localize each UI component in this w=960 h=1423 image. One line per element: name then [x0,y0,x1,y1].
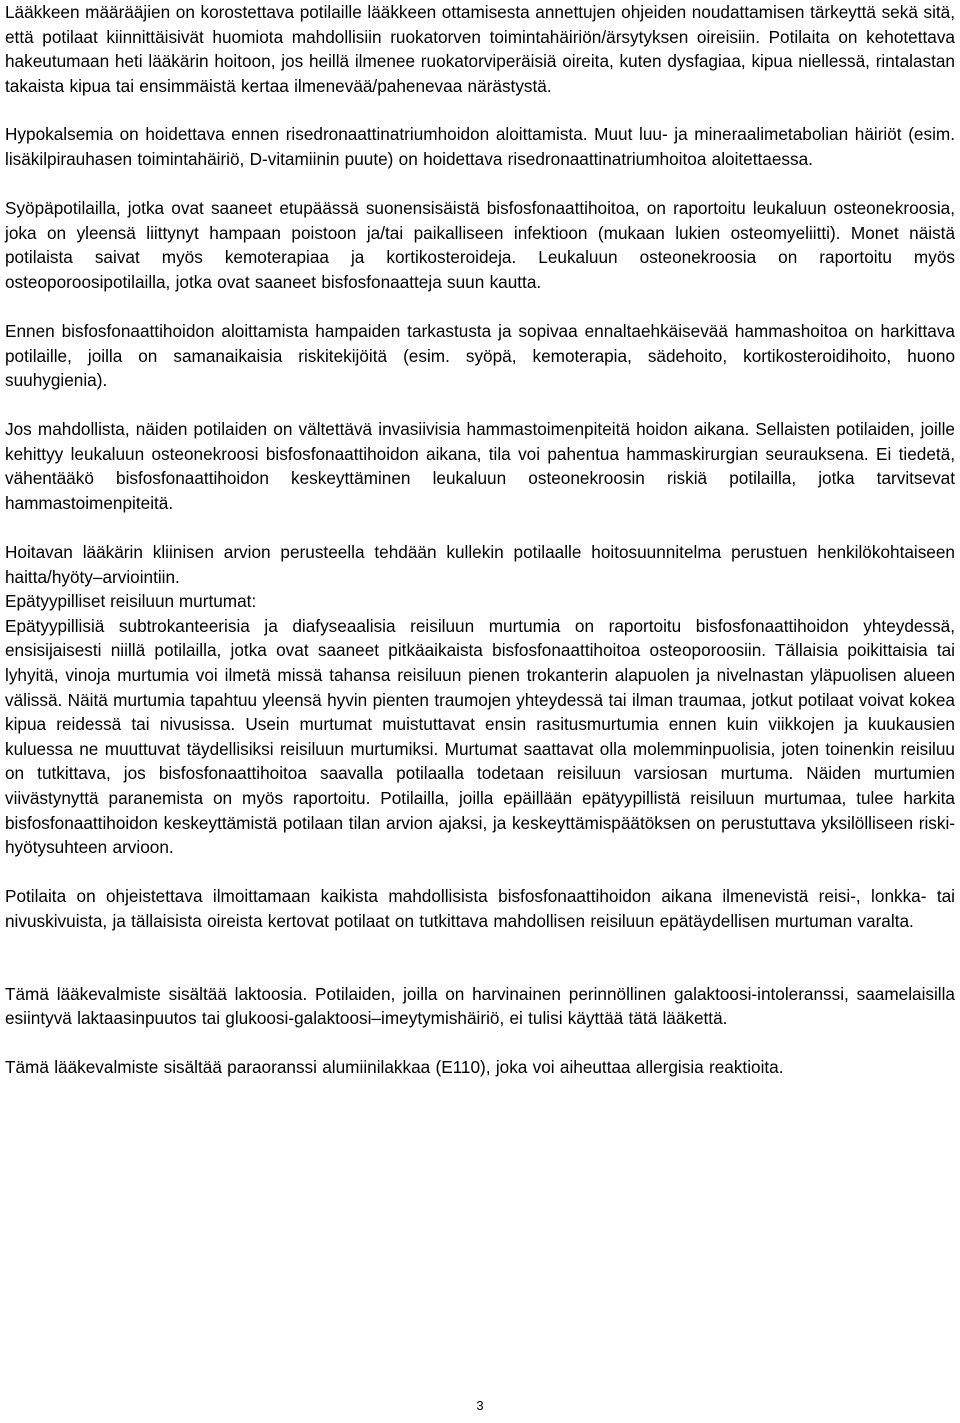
paragraph-osteonecrosis: Syöpäpotilailla, jotka ovat saaneet etupäässä suonensisäistä bisfosfonaattihoitoa, on raportoitu leukaluun osteonekroosia, joka on yleensä liittynyt hampaan poistoon ja/tai paikalliseen infektioon (mukaan lukien osteomyeliitti). Monet näistä potilaista saivat myös kemoterapiaa ja kortikosteroideja. Leukaluun osteonekroosia on raportoitu myös osteoporoosipotilailla, jotka ovat saaneet bisfosfonaatteja suun kautta. [5,198,955,292]
paragraph-treatment-plan: Hoitavan lääkärin kliinisen arvion perusteella tehdään kullekin potilaalle hoitosuunnitelma perustuen henkilökohtaiseen haitta/hyöty–arviointiin. [5,542,955,587]
paragraph-lactose: Tämä lääkevalmiste sisältää laktoosia. Potilaiden, joilla on harvinainen perinnöllinen galaktoosi-intoleranssi, saamelaisilla esiintyvä laktaasinpuutos tai glukoosi-galaktoosi–imeytymishäiriö, ei tulisi käyttää tätä lääkettä. [5,983,955,1029]
paragraph-aluminium-lake: Tämä lääkevalmiste sisältää paraoranssi alumiinilakkaa (E110), joka voi aiheuttaa allergisia reaktioita. [5,1057,784,1078]
paragraph-patient-advice: Potilaita on ohjeistettava ilmoittamaan kaikista mahdollisista bisfosfonaattihoidon aikana ilmenevistä reisi-, lonkka- tai nivuskivuista, ja tällaisista oireista kertovat potilaat on tutkittava mahdollisen reisiluun epätäydellisen murtuman varalta. [5,886,955,931]
paragraph-esophageal-warning: Lääkkeen määrääjien on korostettava potilaille lääkkeen ottamisesta annettujen ohjeiden noudattamisen tärkeyttä sekä sitä, että potilaat kiinnittäisivät huomiota mahdollisiin ruokatorven toimintahäiriön/ärsytyksen oireisiin. Potilaita on kehotettava hakeutumaan heti lääkärin hoitoon, jos heillä ilmenee ruokatorviperäisiä oireita, kuten dysfagiaa, kipua niellessä, rintalastan takaista kipua tai ensimmäistä kertaa ilmenevää/pahenevaa närästystä. [5,2,955,96]
paragraph-invasive-dental-procedures: Jos mahdollista, näiden potilaiden on vältettävä invasiivisia hammastoimenpiteitä hoidon aikana. Sellaisten potilaiden, joille kehittyy leukaluun osteonekroosi bisfosfonaattihoidon aikana, tila voi pahentua hammaskirurgian seurauksena. Ei tiedetä, vähentääkö bisfosfonaattihoidon keskeyttäminen leukaluun osteonekroosin riskiä potilailla, jotka tarvitsevat hammastoimenpiteitä. [5,419,955,513]
section-heading-atypical-fractures: Epätyypilliset reisiluun murtumat: [5,591,257,612]
paragraph-atypical-fractures: Epätyypillisiä subtrokanteerisia ja diafyseaalisia reisiluun murtumia on raportoitu bisfosfonaattihoidon yhteydessä, ensisijaisesti niillä potilailla, jotka ovat saaneet pitkäaikaista bisfosfonaattihoitoa osteoporoosiin. Tällaisia poikittaisia tai lyhyitä, vinoja murtumia voi ilmetä missä tahansa reisiluun pienen trokanterin alapuolen ja nivelnastan yläpuolisen alueen välissä. Näitä murtumia tapahtuu yleensä hyvin pienten traumojen yhteydessä tai ilman traumaa, jotkut potilaat voivat kokea kipua reidessä tai nivusissa. Usein murtumat muistuttavat ensin rasitusmurtumia ennen kuin viikkojen ja kuukausien kuluessa ne muuttuvat täydellisiksi reisiluun murtumiksi. Murtumat saattavat olla molemminpuolisia, joten toinenkin reisiluu on tutkittava, jos bisfosfonaattihoitoa saavalla potilaalla todetaan reisiluun varsiosan murtuma. Näiden murtumien viivästynyttä paranemista on myös raportoitu. Potilailla, joilla epäillään epätyypillistä reisiluun murtumaa, tulee harkita bisfosfonaattihoidon keskeyttämistä potilaan tilan arvion ajaksi, ja keskeyttämispäätöksen on perustuttava yksilölliseen riski-hyötysuhteen arvioon. [5,615,955,858]
paragraph-dental-examination: Ennen bisfosfonaattihoidon aloittamista hampaiden tarkastusta ja sopivaa ennaltaehkäisevää hammashoitoa on harkittava potilaille, joilla on samanaikaisia riskitekijöitä (esim. syöpä, kemoterapia, sädehoito, kortikosteroidihoito, huono suuhygienia). [5,320,955,391]
page-number: 3 [476,1398,484,1413]
paragraph-hypocalcemia: Hypokalsemia on hoidettava ennen risedronaattinatriumhoidon aloittamista. Muut luu- ja mineraalimetabolian häiriöt (esim. lisäkilpirauhasen toimintahäiriö, D-vitamiinin puute) on hoidettava risedronaattinatriumhoitoa aloitettaessa. [5,124,955,169]
document-page [5,0,955,1080]
